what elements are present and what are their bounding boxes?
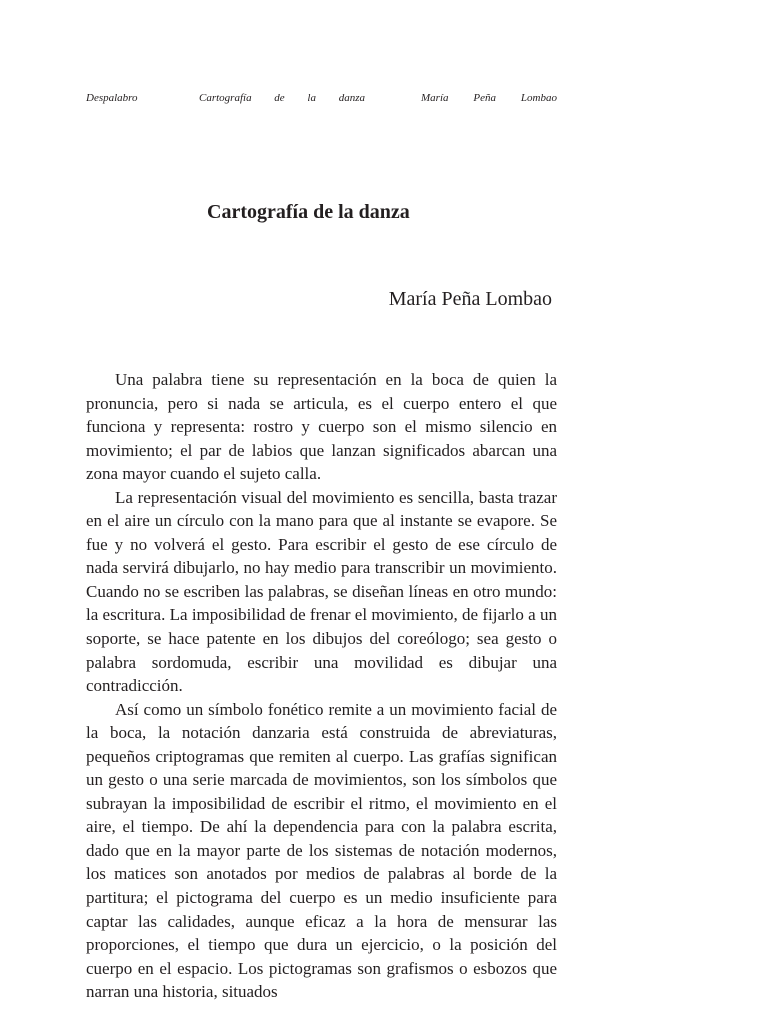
running-header-title: [199, 92, 365, 104]
running-header-title-word: la: [307, 92, 316, 104]
article-author: María Peña Lombao: [388, 288, 552, 310]
running-header-author-word: Lombao: [520, 92, 557, 104]
article-title: Cartografía de la danza: [207, 201, 410, 223]
body-paragraph: La representación visual del movimiento es sencilla, basta trazar en el aire un círculo con la mano para que al instante se evapore. Se fue y no volverá el gesto. Para escribir el gesto de ese círculo de nada servirá dibujarlo, no hay medio para transcribir un movimiento. Cuando no se escriben las palabras, se diseñan líneas en otro mundo: la escritura. La imposibilidad de frenar el movimiento, de fijarlo a un soporte, se hace patente en los dibujos del coreólogo; sea gesto o palabra sordomuda, escribir una movilidad es dibujar una contradicción.: [86, 487, 557, 696]
running-header-author: [421, 92, 557, 104]
running-header-title-word: Cartografía: [199, 92, 252, 104]
running-header-title-word: de: [274, 92, 285, 104]
running-header: [86, 92, 557, 108]
running-header-author-word: Peña: [473, 92, 497, 104]
body-paragraph: Así como un símbolo fonético remite a un movimiento facial de la boca, la notación danzaria está construida de abreviaturas, pequeños criptogramas que remiten al cuerpo. Las grafías significan un gesto o una serie marcada de movimientos, son los símbolos que subrayan la imposibilidad de escribir el ritmo, el movimiento en el aire, el tiempo. De ahí la dependencia para con la palabra escrita, dado que en la mayor parte de los sistemas de notación modernos, los matices son anotados por medios de palabras al borde de la partitura; el pictograma del cuerpo es un medio insuficiente para captar las calidades, aunque eficaz a la hora de mensurar las proporciones, el tiempo que dura un ejercicio, o la posición del cuerpo en el espacio. Los pictogramas son grafismos o esbozos que narran una historia, situados: [86, 699, 557, 1002]
article-body: [86, 368, 557, 1004]
running-header-author-word: María: [421, 92, 449, 104]
body-paragraph: Una palabra tiene su representación en la boca de quien la pronuncia, pero si nada se articula, es el cuerpo entero el que funciona y representa: rostro y cuerpo son el mismo silencio en movimiento; el par de labios que lanzan significados abarcan una zona mayor cuando el sujeto calla.: [86, 370, 557, 484]
running-header-title-word: danza: [338, 92, 365, 104]
running-header-journal: Despalabro: [86, 92, 138, 104]
